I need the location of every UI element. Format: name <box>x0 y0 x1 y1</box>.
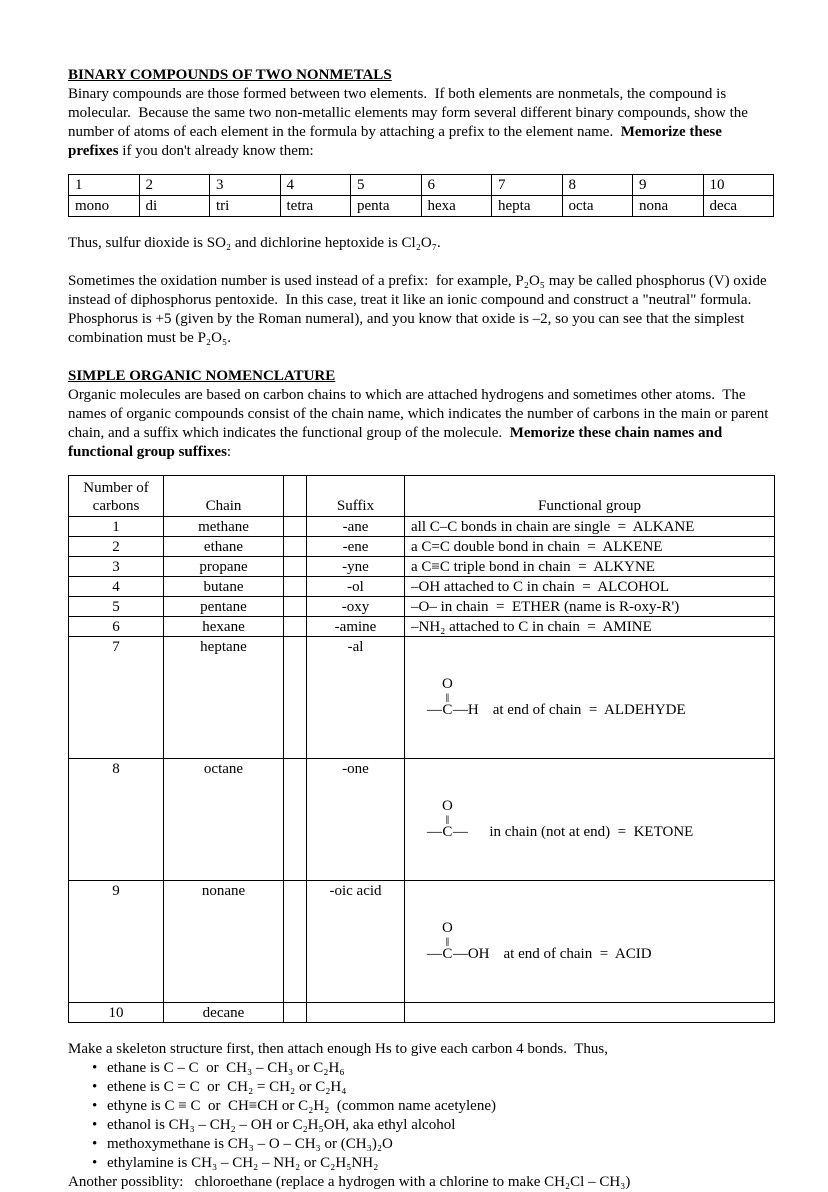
carbon-count-cell: 9 <box>69 881 164 1003</box>
functional-group-cell: all C–C bonds in chain are single = ALKANE <box>405 517 775 537</box>
chain-name-cell: octane <box>164 759 284 881</box>
dioxide-example-line: Thus, sulfur dioxide is SO₂ and dichlorine heptoxide is Cl₂O₇. <box>68 235 441 251</box>
organic-intro-paragraph <box>68 386 772 462</box>
intro-text: if you don't already know them: <box>118 143 314 159</box>
functional-group-cell <box>405 637 775 759</box>
chain-name-cell: ethane <box>164 537 284 557</box>
header-suffix: Suffix <box>307 476 405 517</box>
chain-name-cell: nonane <box>164 881 284 1003</box>
oxygen-atom: O <box>442 920 453 936</box>
list-item-text: ethane is C – C or CH₃ – CH₃ or C₂H₆ <box>107 1060 345 1076</box>
prefix-number-cell: 3 <box>210 175 281 196</box>
prefix-name-cell: nona <box>633 196 704 217</box>
functional-group-cell: –O– in chain = ETHER (name is R-oxy-R') <box>405 597 775 617</box>
oxygen-atom: O <box>442 676 453 692</box>
prefix-number-cell: 5 <box>351 175 422 196</box>
organic-nomenclature-table <box>68 475 775 1023</box>
table-row <box>69 759 775 881</box>
list-item-ethyne <box>92 1097 772 1116</box>
list-item-ethane <box>92 1059 772 1078</box>
table-row <box>69 617 775 637</box>
carbon-atom: C <box>442 702 453 718</box>
bond-dash: — <box>427 702 442 718</box>
prefix-name-cell: tri <box>210 196 281 217</box>
carbon-count-cell: 2 <box>69 537 164 557</box>
carbonyl-group <box>442 677 453 718</box>
list-item-ethene <box>92 1078 772 1097</box>
prefix-table <box>68 174 774 217</box>
functional-group-note: at end of chain = ACID <box>503 946 652 962</box>
prefix-name-cell: deca <box>703 196 774 217</box>
table-row <box>69 1003 775 1023</box>
spacer-cell <box>284 881 307 1003</box>
spacer-cell <box>284 759 307 881</box>
suffix-cell: -amine <box>307 617 405 637</box>
memorize-chains-bold: Memorize these chain names and functional group suffixes <box>68 425 726 460</box>
chain-name-cell: pentane <box>164 597 284 617</box>
prefix-name-cell: mono <box>69 196 140 217</box>
chain-name-cell: hexane <box>164 617 284 637</box>
carbonyl-group <box>442 921 453 962</box>
carbon-count-cell: 4 <box>69 577 164 597</box>
table-row <box>69 517 775 537</box>
table-row <box>69 597 775 617</box>
spacer-cell <box>284 517 307 537</box>
functional-group-cell <box>405 881 775 1003</box>
carbon-count-cell: 8 <box>69 759 164 881</box>
acid-structure <box>411 918 772 966</box>
prefix-number-cell: 8 <box>562 175 633 196</box>
functional-group-cell: –OH attached to C in chain = ALCOHOL <box>405 577 775 597</box>
list-item-text: methoxymethane is CH₃ – O – CH₃ or (CH₃)₂O <box>107 1136 393 1152</box>
table-row <box>69 637 775 759</box>
prefix-name-row <box>69 196 774 217</box>
list-item-text: ethanol is CH₃ – CH₂ – OH or C₂H₅OH, aka ethyl alcohol <box>107 1117 456 1133</box>
carbon-count-cell: 7 <box>69 637 164 759</box>
prefix-number-cell: 9 <box>633 175 704 196</box>
spacer-cell <box>284 597 307 617</box>
prefix-name-cell: octa <box>562 196 633 217</box>
prefix-number-row <box>69 175 774 196</box>
prefix-number-cell: 1 <box>69 175 140 196</box>
list-item-text: ethyne is C ≡ C or CH≡CH or C₂H₂ (common name acetylene) <box>107 1098 496 1114</box>
suffix-cell: -al <box>307 637 405 759</box>
aldehyde-structure <box>411 674 772 722</box>
double-bond-icon: ‖ <box>445 934 450 949</box>
prefix-name-cell: hepta <box>492 196 563 217</box>
carbon-count-cell: 3 <box>69 557 164 577</box>
header-functional-group: Functional group <box>405 476 775 517</box>
intro-text: Organic molecules are based on carbon chains to which are attached hydrogens and sometimes other atoms. The names of organic compounds consist of the chain name, which indicates the number of carbons in the main or parent chain, and a suffix which indicates the functional group of the molecule. <box>68 387 773 441</box>
bond-dash: — <box>427 946 442 962</box>
intro-text: : <box>226 444 232 460</box>
carbon-count-cell: 10 <box>69 1003 164 1023</box>
suffix-cell <box>307 1003 405 1023</box>
spacer-cell <box>284 577 307 597</box>
list-item-text: ethene is C = C or CH₂ = CH₂ or C₂H₄ <box>107 1079 347 1095</box>
header-spacer <box>284 476 307 517</box>
chain-name-cell: butane <box>164 577 284 597</box>
chain-name-cell: propane <box>164 557 284 577</box>
section-title-organic-nomenclature: SIMPLE ORGANIC NOMENCLATURE <box>68 368 336 384</box>
prefix-number-cell: 6 <box>421 175 492 196</box>
list-item-methoxymethane <box>92 1135 772 1154</box>
table-header-row <box>69 476 775 517</box>
double-bond-icon: ‖ <box>445 690 450 705</box>
spacer-cell <box>284 637 307 759</box>
section-title-binary-compounds: BINARY COMPOUNDS OF TWO NONMETALS <box>68 67 392 83</box>
carbon-count-cell: 5 <box>69 597 164 617</box>
bond-dash: — <box>452 824 468 840</box>
prefix-name-cell: hexa <box>421 196 492 217</box>
spacer-cell <box>284 537 307 557</box>
suffix-cell: -oic acid <box>307 881 405 1003</box>
chain-name-cell: heptane <box>164 637 284 759</box>
table-row <box>69 577 775 597</box>
suffix-cell: -one <box>307 759 405 881</box>
table-row <box>69 881 775 1003</box>
carbon-count-cell: 6 <box>69 617 164 637</box>
binary-intro-paragraph <box>68 85 772 161</box>
header-number-of-carbons <box>69 476 164 517</box>
prefix-number-cell: 10 <box>703 175 774 196</box>
carbon-count-cell: 1 <box>69 517 164 537</box>
header-line: Number of <box>83 480 149 496</box>
functional-group-cell: a C=C double bond in chain = ALKENE <box>405 537 775 557</box>
suffix-cell: -ane <box>307 517 405 537</box>
table-row <box>69 557 775 577</box>
functional-group-cell: –NH₂ attached to C in chain = AMINE <box>405 617 775 637</box>
functional-group-cell <box>405 759 775 881</box>
bond-dash: —H <box>452 702 479 718</box>
chain-name-cell: decane <box>164 1003 284 1023</box>
list-item-ethylamine <box>92 1154 772 1173</box>
prefix-number-cell: 7 <box>492 175 563 196</box>
header-chain: Chain <box>164 476 284 517</box>
spacer-cell <box>284 557 307 577</box>
functional-group-note: in chain (not at end) = KETONE <box>481 824 694 840</box>
list-item-ethanol <box>92 1116 772 1135</box>
suffix-cell: -oxy <box>307 597 405 617</box>
carbonyl-group <box>442 799 453 840</box>
table-row <box>69 537 775 557</box>
chain-name-cell: methane <box>164 517 284 537</box>
prefix-name-cell: di <box>139 196 210 217</box>
double-bond-icon: ‖ <box>445 812 450 827</box>
examples-list <box>68 1059 772 1173</box>
functional-group-cell <box>405 1003 775 1023</box>
bond-dash: — <box>427 824 442 840</box>
oxygen-atom: O <box>442 798 453 814</box>
prefix-name-cell: penta <box>351 196 422 217</box>
suffix-cell: -ol <box>307 577 405 597</box>
functional-group-cell: a C≡C triple bond in chain = ALKYNE <box>405 557 775 577</box>
suffix-cell: -yne <box>307 557 405 577</box>
prefix-number-cell: 4 <box>280 175 351 196</box>
list-item-text: ethylamine is CH₃ – CH₂ – NH₂ or C₂H₅NH₂ <box>107 1155 379 1171</box>
oxidation-number-paragraph: Sometimes the oxidation number is used instead of a prefix: for example, P₂O₅ may be called phosphorus (V) oxide instead of diphosphorus pentoxide. In this case, treat it like an ionic compound and construct a "neutral" formula. Phosphorus is +5 (given by the Roman numeral), and you know that oxide is –2, so you can see that the simplest combination must be P₂O₅. <box>68 273 771 346</box>
ketone-structure <box>411 796 772 844</box>
intro-text: Binary compounds are those formed between two elements. If both elements are nonmetals, the compound is molecular. Because the same two non-metallic elements may form several different binary compounds, show the number of atoms of each element in the formula by attaching a prefix to the element name. <box>68 86 752 140</box>
bond-dash: —OH <box>452 946 490 962</box>
prefix-name-cell: tetra <box>280 196 351 217</box>
functional-group-note: at end of chain = ALDEHYDE <box>492 702 686 718</box>
chloroethane-note: Another possiblity: chloroethane (replace a hydrogen with a chlorine to make CH₂Cl – CH₃) <box>68 1174 631 1190</box>
carbon-atom: C <box>442 946 453 962</box>
spacer-cell <box>284 617 307 637</box>
suffix-cell: -ene <box>307 537 405 557</box>
skeleton-structure-lead: Make a skeleton structure first, then attach enough Hs to give each carbon 4 bonds. Thus, <box>68 1041 608 1057</box>
memorize-prefixes-bold: Memorize these prefixes <box>68 124 726 159</box>
spacer-cell <box>284 1003 307 1023</box>
prefix-number-cell: 2 <box>139 175 210 196</box>
header-line: carbons <box>92 498 140 514</box>
carbon-atom: C <box>442 824 453 840</box>
